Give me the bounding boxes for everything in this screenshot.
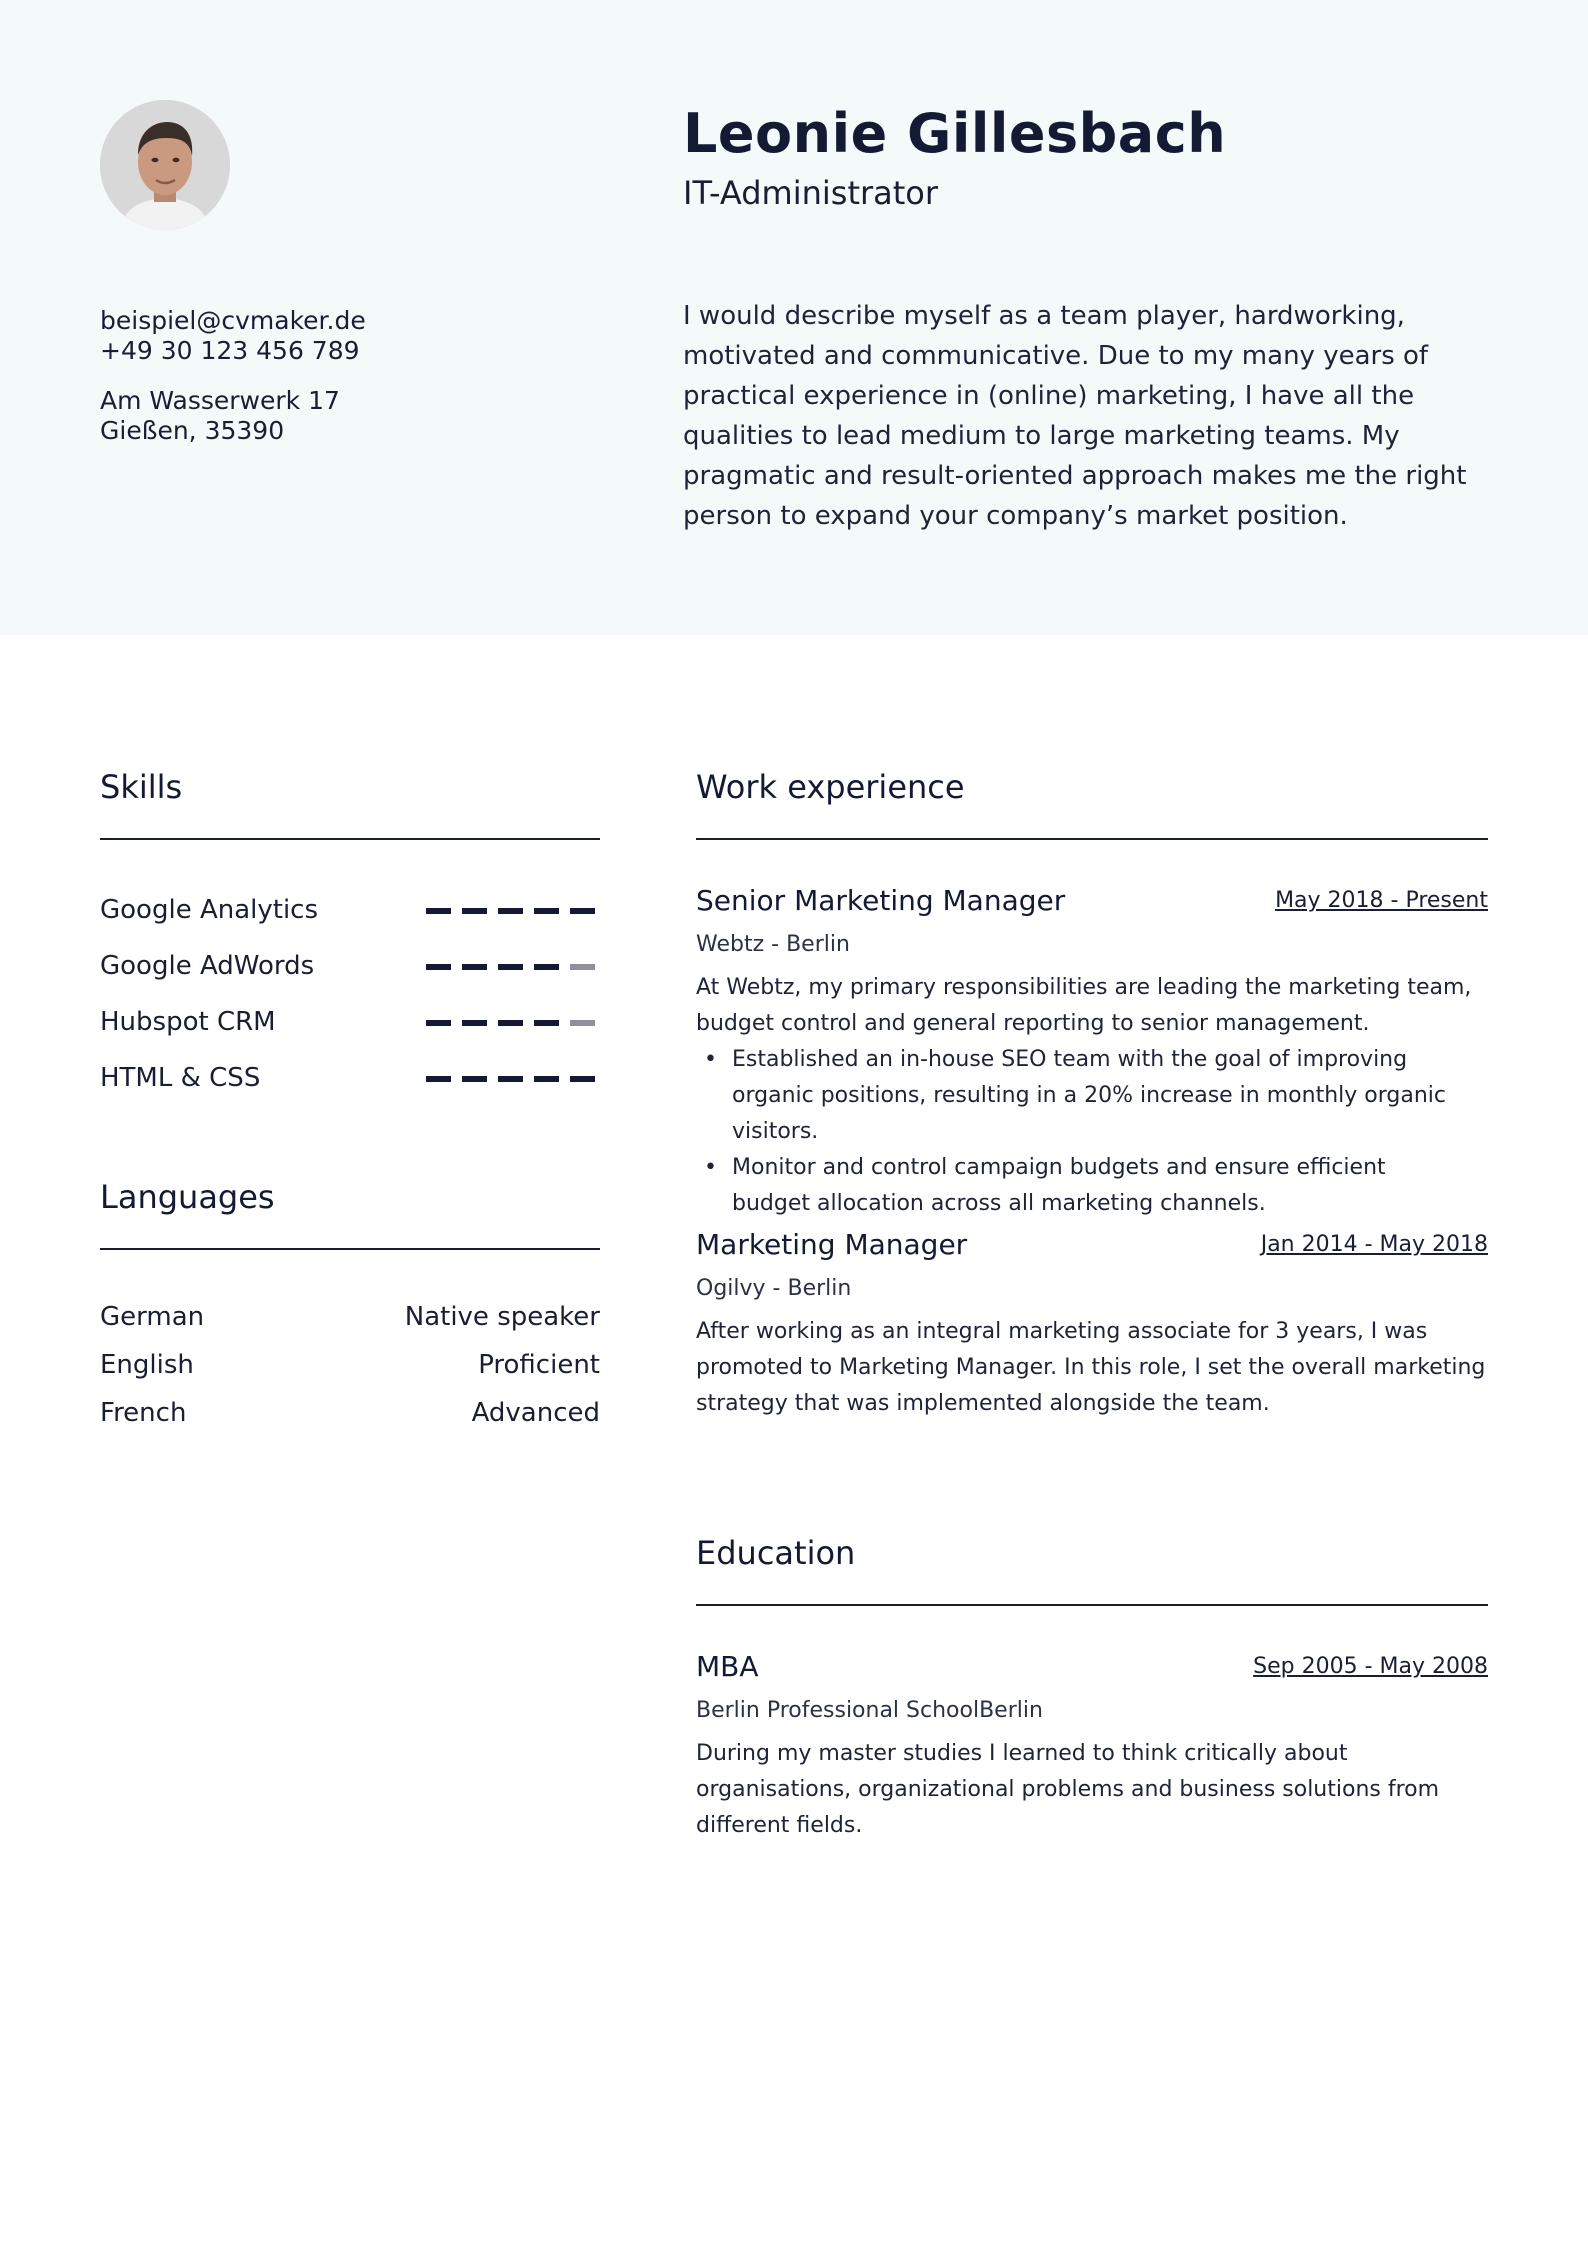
language-row <box>100 1297 600 1337</box>
skill-level-bar <box>426 1076 596 1082</box>
header-section <box>0 0 1588 635</box>
contact-block <box>100 306 366 446</box>
skill-level-segment-filled <box>534 908 559 914</box>
job-achievement: • Monitor and control campaign budgets and ensure efficient budget allocation across all marketing channels. <box>696 1150 1456 1222</box>
education-divider <box>696 1604 1488 1606</box>
language-name: English <box>100 1350 194 1380</box>
skill-level-segment-empty <box>570 1020 595 1026</box>
job-company: Ogilvy - Berlin <box>696 1276 852 1301</box>
work-experience-heading: Work experience <box>696 768 965 806</box>
profile-summary: I would describe myself as a team player, hardworking, motivated and communicative. Due to my many years of practical experience in (online) marketing, I have all the qualities to lead medium to large marketing teams. My pragmatic and result-oriented approach makes me the right person to expand your company’s market position. <box>683 301 1467 531</box>
skill-level-segment-filled <box>498 964 523 970</box>
skill-level-segment-filled <box>498 1076 523 1082</box>
skill-name: Google Analytics <box>100 895 319 925</box>
language-level: Proficient <box>478 1350 600 1380</box>
phone-number[interactable]: +49 30 123 456 789 <box>100 336 360 365</box>
skills-divider <box>100 838 600 840</box>
language-name: French <box>100 1398 187 1428</box>
skill-name: Hubspot CRM <box>100 1007 276 1037</box>
skill-row <box>100 948 600 984</box>
school-name: Berlin Professional SchoolBerlin <box>696 1698 1043 1723</box>
language-row <box>100 1393 600 1433</box>
languages-divider <box>100 1248 600 1250</box>
candidate-name: Leonie Gillesbach <box>683 102 1227 165</box>
language-name: German <box>100 1302 205 1332</box>
skill-level-segment-filled <box>426 908 451 914</box>
skill-level-segment-filled <box>462 964 487 970</box>
skill-name: HTML & CSS <box>100 1063 261 1093</box>
work-experience-divider <box>696 838 1488 840</box>
language-row <box>100 1345 600 1385</box>
language-level: Native speaker <box>404 1302 600 1332</box>
candidate-title: IT-Administrator <box>683 174 939 212</box>
job-description: After working as an integral marketing associate for 3 years, I was promoted to Marketing Manager. In this role, I set the overall marketing strategy that was implemented alongside the team. <box>696 1319 1486 1416</box>
city-address: Gießen, 35390 <box>100 416 285 445</box>
skill-level-segment-filled <box>426 964 451 970</box>
skill-level-segment-filled <box>462 908 487 914</box>
skill-level-bar <box>426 964 596 970</box>
job-title: Marketing Manager <box>696 1228 968 1261</box>
skill-level-segment-filled <box>426 1076 451 1082</box>
skills-heading: Skills <box>100 768 183 806</box>
language-level: Advanced <box>471 1398 600 1428</box>
skill-name: Google AdWords <box>100 951 315 981</box>
skill-level-segment-filled <box>426 1020 451 1026</box>
person-portrait-icon <box>100 100 230 230</box>
skill-level-bar <box>426 908 596 914</box>
education-date: Sep 2005 - May 2008 <box>1253 1654 1488 1679</box>
skill-level-segment-filled <box>498 908 523 914</box>
skill-level-segment-filled <box>462 1020 487 1026</box>
education-heading: Education <box>696 1534 856 1572</box>
skill-row <box>100 1060 600 1096</box>
skill-level-segment-filled <box>498 1020 523 1026</box>
languages-heading: Languages <box>100 1178 275 1216</box>
job-date: May 2018 - Present <box>1275 888 1488 913</box>
job-date: Jan 2014 - May 2018 <box>1260 1232 1488 1257</box>
profile-photo <box>100 100 230 230</box>
skill-level-segment-filled <box>534 1020 559 1026</box>
skill-level-segment-empty <box>570 964 595 970</box>
street-address: Am Wasserwerk 17 <box>100 386 340 415</box>
job-description: At Webtz, my primary responsibilities are leading the marketing team, budget control and general reporting to senior management. <box>696 975 1472 1036</box>
email-address[interactable]: beispiel@cvmaker.de <box>100 306 366 335</box>
job-achievements-list <box>696 1042 1456 1222</box>
skill-row <box>100 1004 600 1040</box>
skill-level-segment-filled <box>570 908 595 914</box>
degree-title: MBA <box>696 1650 759 1683</box>
skill-level-bar <box>426 1020 596 1026</box>
skill-row <box>100 892 600 928</box>
skill-level-segment-filled <box>462 1076 487 1082</box>
job-title: Senior Marketing Manager <box>696 884 1066 917</box>
education-description: During my master studies I learned to think critically about organisations, organizational problems and business solutions from different fields. <box>696 1741 1440 1838</box>
job-company: Webtz - Berlin <box>696 932 850 957</box>
skill-level-segment-filled <box>534 1076 559 1082</box>
skill-level-segment-filled <box>534 964 559 970</box>
job-achievement: • Established an in-house SEO team with the goal of improving organic positions, resulting in a 20% increase in monthly organic visitors. <box>696 1042 1456 1150</box>
skill-level-segment-filled <box>570 1076 595 1082</box>
